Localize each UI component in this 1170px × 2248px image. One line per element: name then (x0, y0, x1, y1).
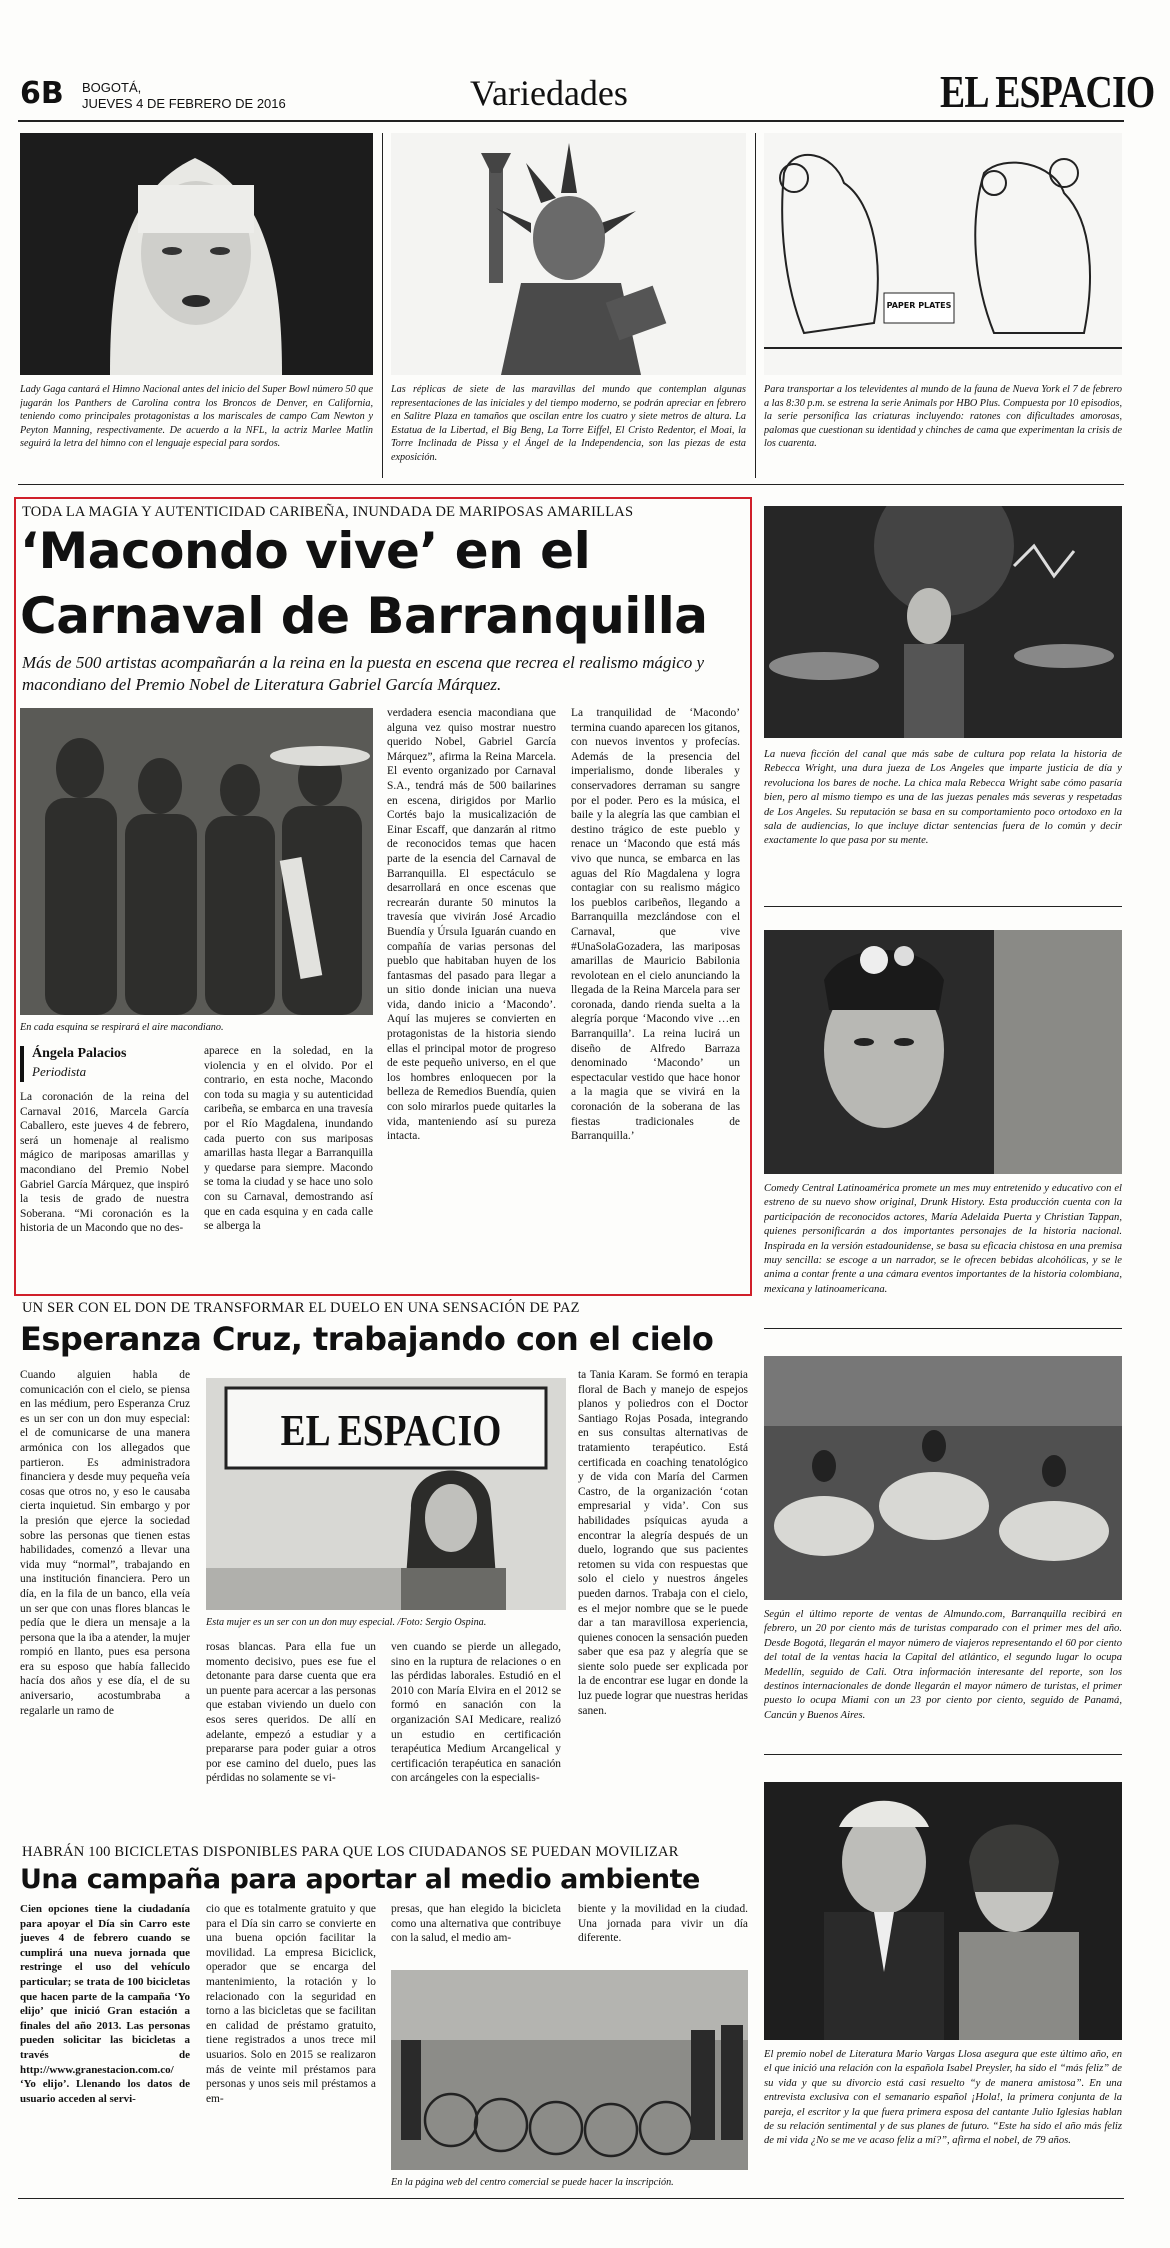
esperanza-kicker: UN SER CON EL DON DE TRANSFORMAR EL DUELO EN UNA SENSACIÓN DE PAZ (22, 1300, 580, 1316)
esperanza-col-2: rosas blancas. Para ella fue un momento decisivo, pues ese fue el detonante para darse cuenta que era un puente para acercar a las personas que estaban viviendo un duelo con esos seres queridos. De allí en adelante, empezó a estudiar y a prepararse para poder guiar a otros por ese camino del duelo, pues las pérdidas no solamente se vi- (206, 1641, 376, 1785)
campana-col-1: Cien opciones tiene la ciudadanía para apoyar el Día sin Carro este jueves 4 de febrero cuando se cumplirá una nueva jornada que restringe el uso del vehículo particular; se trata de 100 bicicletas que hacen parte de la campaña ‘Yo elijo’ que inició Gran estación a finales del año 2013. Las personas pueden solicitar las bicicletas a través de http://www.granestacion.com.co/ ‘Yo elijo’. Llenando los datos de usuario acceden al servi- (20, 1903, 190, 2105)
paper-plates-sign: PAPER PLATES (886, 301, 952, 310)
macondo-group-photo (20, 708, 373, 1015)
statue-caption: Las réplicas de siete de las maravillas del mundo que contemplan algunas representaciones de las iniciales y del tiempo moderno, se podrán apreciar en febrero en Salitre Plaza en tamaños que oscilan entre los cuatro y siete metros de altura. La Estatua de la Libertad, el Big Beng, La Torre Eiffel, El Cristo Redentor, el Moai, la Torre Inclinada de Pissa y el Ángel de la Independencia, son las piezas de esta exposición. (391, 384, 746, 463)
statue-liberty-photo (391, 133, 746, 375)
portrait-illustration (20, 133, 373, 375)
right-rule-1 (764, 906, 1122, 907)
author-bar (20, 1046, 24, 1082)
rebecca-wright-photo (764, 506, 1122, 738)
macondo-photo-caption: En cada esquina se respirará el aire macondiano. (20, 1022, 224, 1033)
author-name: Ángela Palacios (32, 1046, 127, 1061)
page-number: 6B (20, 77, 64, 111)
top-col-divider-1 (382, 133, 383, 478)
macondo-headline-line1: ‘Macondo vive’ en el (20, 522, 591, 580)
drunk-history-caption: Comedy Central Latinoamérica promete un mes muy entretenido y educativo con el estreno de su nuevo show original, Drunk History. Esta producción cuenta con la participación de reconocidos actores, María Adelaida Puerta y Christian Tappan, quienes personificarán a dos importantes personajes de la historia nacional. Inspirada en la versión estadounidense, se basa su eficacia chistosa en una premisa muy sencilla: se escoge a un narrador, se le ofrecen bebidas alcohólicas, y se le anima a contar frente a una cámara eventos importantes de la historia colombiana, mexicana y latinoamericana. (764, 1183, 1122, 1295)
date-label: JUEVES 4 DE FEBRERO DE 2016 (82, 96, 286, 111)
el-espacio-sign: EL ESPACIO (280, 1406, 502, 1455)
right-rule-2 (764, 1328, 1122, 1329)
almundo-caption: Según el último reporte de ventas de Almundo.com, Barranquilla recibirá en febrero, un 20 por ciento más de turistas comparado con el primer mes del año. Desde Bogotá, llegarán el mayor número de viajeros representando el 60 por ciento del total de la ventas hacia la Capital del atlántico, el segundo lugar lo ocupa Medellín, seguido de Cali. Otra información interesante del reporte, son los destinos internacionales de donde llegarán el mayor número de turistas, el primer puesto lo ocupa Miami con un 23 por ciento por ciento, seguido de Panamá, Cancún y Buenos Aires. (764, 1609, 1122, 1721)
dancers-illustration (764, 1356, 1122, 1600)
author-role: Periodista (32, 1064, 87, 1079)
macondo-col-3: verdadera esencia macondiana que alguna vez quiso mostrar nuestro querido Nobel, Gabriel García Márquez”, afirma la Reina Marcela. El evento organizado por Carnaval S.A., tendrá más de 500 bailarines en escena, dirigidos por Marlio Cortés bajo la musicalización de Einar Escaff, que danzarán al ritmo de reconocidos temas que hacen parte de la esencia del Carnaval de Barranquilla. El espectáculo se desarrollará en once escenas que recrearán durante 50 minutos la travesía que vivirán José Arcadio Buendía y Úrsula Iguarán cuando en compañía de varias personas del pueblo que habitaban huyen de los fantasmas del pasado para llegar a un sitio donde inician una nueva vida, dando inicio a ‘Macondo’. Aquí las mujeres se convierten en protagonistas de la historia siendo ellas el principal motor de progreso de este pequeño universo, en el que los hombres enloquecen por la belleza de Remedios Buendía, quien con solo mirarlos puede quitarles la vida, manteniendo así su pureza intacta. (387, 707, 556, 1143)
esperanza-photo (206, 1378, 566, 1610)
frida-portrait-illustration (764, 930, 1122, 1174)
top-col-divider-2 (755, 133, 756, 478)
vargas-llosa-photo (764, 1782, 1122, 2040)
esperanza-photo-caption: Esta mujer es un ser con un don muy especial. /Foto: Sergio Ospina. (206, 1617, 487, 1628)
macondo-col-1: La coronación de la reina del Carnaval 2016, Marcela García Caballero, este jueves 4 de febrero, será un homenaje al realismo mágico de mariposas amarillas y macondiano del Premio Nobel Gabriel García Márquez, que inspiró la tesis de grado de nuestra Soberana. “Mi coronación es la historia de un Macondo que no des- (20, 1091, 189, 1235)
macondo-col-2: aparece en la soledad, en la violencia y en el olvido. Por el contrario, en esta noche, Macondo con toda su magia y su autenticidad caribeña, se embarca en una travesía por el Río Magdalena, inundando cada puerto con sus mariposas amarillas hasta llegar a Barranquilla y quedarse para siempre. Macondo se toma la ciudad y se hace uno solo con su Carnaval, demostrando así que en cada esquina y en cada calle se alberga la (204, 1045, 373, 1233)
top-row-rule (18, 484, 1124, 485)
esperanza-headline: Esperanza Cruz, trabajando con el cielo (20, 1320, 714, 1358)
macondo-kicker: TODA LA MAGIA Y AUTENTICIDAD CARIBEÑA, INUNDADA DE MARIPOSAS AMARILLAS (22, 504, 634, 520)
couple-illustration (764, 1782, 1122, 2040)
esperanza-col-3: ven cuando se pierde un allegado, sino en la ruptura de relaciones o en las pérdidas laborales. Estudió en el 2010 con María Elvira en el 2012 se formó en sanación con la organización SAI Medicare, realizó un estudio en certificación terapéutica Medium Arcangelical y certificación terapéutica en sanación con arcángeles con la especialis- (391, 1641, 561, 1785)
esperanza-col-4: ta Tania Karam. Se formó en terapia floral de Bach y manejo de espejos planos y poliedros con el Doctor Santiago Rojas Posada, integrando en sus consultas alternativas de tratamiento terapéutico. Está certificada en coaching tenatológico y de vida con María del Carmen Castro, de la organización ‘cotan empresarial y vida’. Con sus habilidades psíquicas ayuda a encontrar la alegría después de un duelo, logrando que sus pacientes retomen su vida con respuestas que solo el cielo y nuestros ángeles pueden darnos. Trabaja con el cielo, es el mejor nombre que se le puede dar a tan maravillosa experiencia, quienes conocen la sensación pueden saber que esa paz y alegría que se siente solo puede ser explicada por la de encontrar ese lugar en donde la luz puede lograr que nuestras heridas sanen. (578, 1369, 748, 1717)
campana-col-2: cio que es totalmente gratuito y que para el Día sin carro se convierte en una buena opción facilitar la movilidad. La empresa Biciclick, operador que se encarga del mantenimiento, la rotación y lo relacionado con la seguridad en torno a las bicicletas que se facilitan en calidad de préstamo gratuito, tiene registrados a unos trece mil usuarios. Solo en 2015 se realizaron más de veinte mil préstamos para personas y unos seis mil préstamos a em- (206, 1903, 376, 2105)
masthead: EL ESPACIO (940, 66, 1155, 117)
macondo-deck: Más de 500 artistas acompañarán a la reina en la puesta en escena que recrea el realismo mágico y macondiano del Premio Nobel de Literatura Gabriel García Márquez. (22, 653, 705, 694)
macondo-headline-line2: Carnaval de Barranquilla (20, 587, 708, 645)
group-people-illustration (20, 708, 373, 1015)
lady-gaga-caption: Lady Gaga cantará el Himno Nacional antes del inicio del Super Bowl número 50 que jugarán los Panthers de Carolina contra los Broncos de Denver, en California, teniendo como principales protagonistas a los mariscales de campo Cam Newton y Peyton Manning, respectivamente. De acuerdo a la NFL, la actriz Marlee Matlin seguirá la letra del himno con el lenguaje especial para sordos. (20, 384, 373, 450)
header-rule (18, 120, 1124, 122)
bicycles-photo (391, 1970, 748, 2170)
campana-col-4: biente y la movilidad en la ciudad. Una jornada para vivir un día diferente. (578, 1903, 748, 1945)
esperanza-col-1: Cuando alguien habla de comunicación con el cielo, se piensa en las médium, pero Esperanza Cruz es un ser con un don muy especial: el de comunicarse de una manera armónica con los allegados que partieron. Es administradora financiera y desde muy pequeña veía cosas que otros no, y eso le causaba cierta inquietud. Sin embargo y por la presión que ejerce la sociedad sobre las personas que tienen estas habilidades, comenzó a llevar una vida muy “normal”, trabajando en una institución financiera. Pero un día, en la fila de un banco, ella veía un ser que con unas flores blancas le pedía que le diera un mensaje a la persona que la iba a atender, la mujer rompió en llanto, pues esa persona era su esposo que había fallecido hacía dos años y ese día, el de su aniversario, acostumbraba a regalarle un ramo de (20, 1369, 190, 1717)
animals-photo (764, 133, 1122, 375)
macondo-col-4: La tranquilidad de ‘Macondo’ termina cuando aparecen los gitanos, con nuevos inventos y profecías. Además de la presencia del imperialismo, donde liberales y conservadores derraman su sangre por el poder. Pero es la música, el baile y la alegría las que cambian el destino trágico de este pueblo y renace un ‘Macondo que está más vivo que nunca, se embarca en las aguas del Río Magdalena y logra contagiar con su realismo mágico los pueblos caribeños, llegando a Barranquilla mezclándose con el Carnaval, que vive #UnaSolaGozadera, las mariposas amarillas de Mauricio Babilonia revolotean en el cielo anunciando la llegada de la Reina Marcela para ser coronada, dando rienda suelta a la alegría porque ‘Macondo vive …en Barranquilla’. La reina lucirá un diseño de Alfredo Barraza denominado ‘Macondo’ un espectacular vestido que hace honor a la magia que se vivirá en la coronación de la soberana de las fiestas tradicionales de Barranquilla.’ (571, 707, 740, 1143)
campana-headline: Una campaña para aportar al medio ambiente (20, 1864, 700, 1895)
right-rule-3 (764, 1754, 1122, 1755)
bicycles-caption: En la página web del centro comercial se puede hacer la inscripción. (391, 2177, 674, 2188)
bottom-rule (18, 2198, 1124, 2199)
drunk-history-photo (764, 930, 1122, 1174)
vargas-llosa-caption: El premio nobel de Literatura Mario Vargas Llosa asegura que este último año, en el que inició una relación con la española Isabel Preysler, ha sido el “más feliz” de su vida y que su divorcio está casi resuelto “y de manera amistosa”. En una entrevista exclusiva con el semanario español ¡Hola!, la primera conjunta de la pareja, el escritor y la que fuera primera esposa del cantante Julio Iglesias hablan de su relación sentimental y de sus planes de futuro. “Este ha sido el año más feliz de mi vida ¿No se me ve acaso feliz a mí?”, afirma el nobel, de 79 años. (764, 2049, 1122, 2147)
statue-illustration (391, 133, 746, 375)
campana-col-3: presas, que han elegido la bicicleta como una alternativa que contribuye con la salud, el medio am- (391, 1903, 561, 1945)
rebecca-wright-caption: La nueva ficción del canal que más sabe de cultura pop relata la historia de Rebecca Wright, una dura jueza de Los Angeles que imparte justicia de día y revoluciona los bares de noche. La chica mala Rebecca Wright sabe cómo pasaría bien, pero al mismo tiempo es una de las juezas penales más severas y respetadas de Los Angeles. Su reputación se basa en su comportamiento poco ortodoxo en la sala de audiencias, lo que incluye dictar sentencias fuera de lo común y decir exactamente lo que pasa por su mente. (764, 749, 1122, 847)
animals-caption: Para transportar a los televidentes al mundo de la fauna de Nueva York el 7 de febrero a las 8:30 p.m. se estrena la serie Animals por HBO Plus. Compuesta por 10 episodios, la serie personifica las criaturas incluyendo: ratones con dificultades amorosas, palomas que cuestionan su identidad y chinches de cama que experimentan la crisis de los cuarenta. (764, 384, 1122, 450)
campana-kicker: HABRÁN 100 BICICLETAS DISPONIBLES PARA QUE LOS CIUDADANOS SE PUEDAN MOVILIZAR (22, 1844, 679, 1860)
bicycles-illustration (391, 1970, 748, 2170)
lady-gaga-photo (20, 133, 373, 375)
section-title: Variedades (470, 73, 628, 113)
carnival-dancers-photo (764, 1356, 1122, 1600)
city-label: BOGOTÁ, (82, 80, 142, 95)
stage-drummer-illustration (764, 506, 1122, 738)
rats-illustration (764, 133, 1122, 375)
